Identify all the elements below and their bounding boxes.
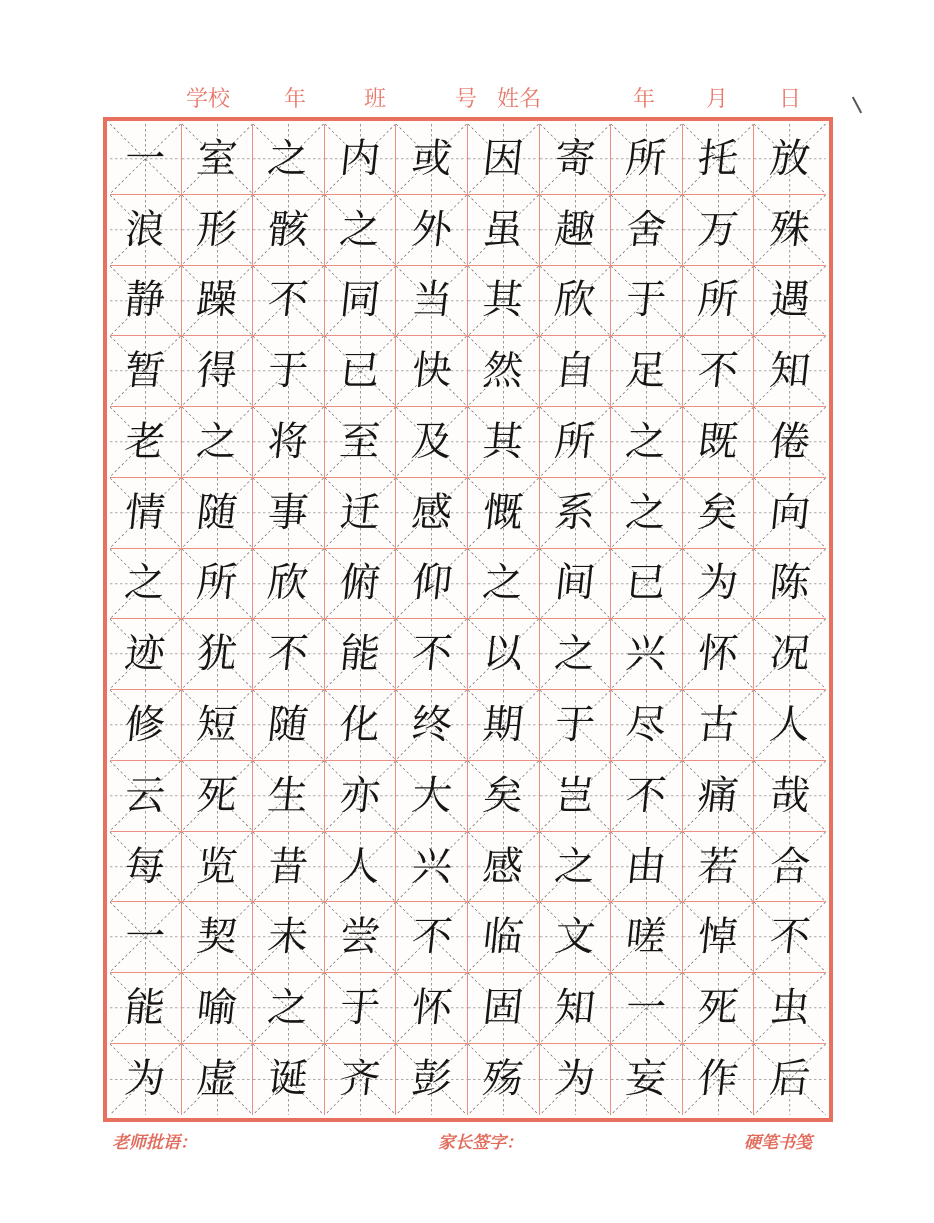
calligraphy-character: 感 [480, 843, 526, 890]
grid-cell [611, 1044, 683, 1115]
grid-cell [611, 973, 683, 1044]
day-label: 日 [779, 87, 802, 112]
grid-cell [110, 619, 182, 690]
grid-cell [540, 478, 612, 549]
calligraphy-character: 及 [409, 418, 455, 465]
grid-cell [325, 761, 397, 832]
calligraphy-character: 一 [122, 135, 168, 182]
calligraphy-character: 尝 [337, 914, 383, 961]
calligraphy-character: 躁 [194, 277, 240, 324]
grid-cell [325, 690, 397, 761]
calligraphy-character: 倦 [767, 418, 813, 465]
grid-cell [540, 266, 612, 337]
calligraphy-character: 人 [767, 702, 813, 748]
grid-cell [468, 195, 540, 266]
grid-cell [540, 336, 612, 407]
calligraphy-character: 万 [695, 206, 741, 253]
grid-cell [611, 407, 683, 478]
grid-cell [754, 1044, 826, 1115]
grid-cell [182, 336, 254, 407]
calligraphy-character: 为 [552, 1056, 598, 1103]
calligraphy-character: 所 [695, 277, 741, 324]
calligraphy-character: 之 [552, 631, 598, 678]
grid-cell [611, 761, 683, 832]
calligraphy-character: 随 [266, 702, 311, 748]
grid-cell [754, 761, 826, 832]
calligraphy-character: 快 [409, 348, 455, 395]
calligraphy-character: 所 [194, 560, 240, 607]
grid-cell [182, 1044, 254, 1115]
calligraphy-character: 死 [695, 985, 741, 1032]
calligraphy-character: 生 [266, 772, 311, 819]
grid-cell [253, 690, 325, 761]
grid-cell [325, 195, 397, 266]
calligraphy-character: 自 [552, 348, 598, 395]
calligraphy-character: 托 [695, 135, 741, 182]
footer-bar [0, 1126, 934, 1156]
calligraphy-character: 仰 [409, 560, 455, 607]
calligraphy-character: 昔 [266, 843, 311, 890]
calligraphy-character: 知 [552, 985, 598, 1032]
grid-cell [540, 195, 612, 266]
grid-cell [683, 973, 755, 1044]
grid-cell [396, 619, 468, 690]
header-bar [0, 78, 934, 114]
grid-cell [468, 549, 540, 620]
calligraphy-character: 哉 [767, 772, 813, 819]
calligraphy-character: 于 [337, 985, 383, 1032]
calligraphy-character: 亦 [337, 772, 383, 819]
calligraphy-character: 情 [122, 489, 168, 536]
grid-cell [611, 124, 683, 195]
calligraphy-character: 之 [122, 560, 168, 607]
grid-cell [110, 832, 182, 903]
grid-cell [110, 973, 182, 1044]
calligraphy-character: 不 [767, 914, 813, 961]
calligraphy-character: 暂 [122, 348, 168, 395]
grid-cell [253, 1044, 325, 1115]
calligraphy-character: 俯 [337, 560, 383, 607]
grid-cell [325, 1044, 397, 1115]
calligraphy-character: 然 [480, 348, 526, 395]
calligraphy-character: 后 [767, 1056, 813, 1103]
calligraphy-character: 已 [624, 560, 669, 607]
grid-cell [182, 973, 254, 1044]
calligraphy-character: 兴 [409, 843, 455, 890]
calligraphy-character: 若 [695, 843, 741, 890]
calligraphy-character: 修 [122, 702, 168, 748]
calligraphy-character: 彭 [409, 1056, 455, 1103]
calligraphy-character: 不 [266, 631, 311, 678]
calligraphy-character: 未 [266, 914, 311, 961]
grid-cell [396, 124, 468, 195]
calligraphy-character: 知 [767, 348, 813, 395]
calligraphy-character: 妄 [624, 1056, 669, 1103]
grid-cell [683, 478, 755, 549]
grid-cell [754, 549, 826, 620]
calligraphy-character: 嗟 [624, 914, 669, 961]
school-label: 学校 [186, 87, 231, 112]
calligraphy-character: 其 [480, 418, 526, 465]
calligraphy-character: 虚 [194, 1056, 240, 1103]
year-label: 年 [633, 87, 656, 112]
calligraphy-character: 不 [266, 277, 311, 324]
grid-cell [325, 902, 397, 973]
calligraphy-character: 古 [695, 702, 741, 748]
calligraphy-character: 至 [337, 418, 383, 465]
grid-cell [110, 902, 182, 973]
calligraphy-character: 犹 [194, 631, 240, 678]
grid-cell [396, 195, 468, 266]
calligraphy-character: 不 [409, 631, 455, 678]
grid-cell [754, 336, 826, 407]
grid-cell [683, 1044, 755, 1115]
calligraphy-character: 趣 [552, 206, 598, 253]
grid-cell [683, 619, 755, 690]
grid-cell [110, 1044, 182, 1115]
calligraphy-character: 之 [552, 843, 598, 890]
grid-cell [611, 832, 683, 903]
calligraphy-character: 览 [194, 843, 240, 890]
calligraphy-character: 短 [194, 702, 240, 748]
calligraphy-character: 之 [624, 489, 669, 536]
grid-cell [754, 407, 826, 478]
grid-cell [468, 973, 540, 1044]
grid-cell [540, 973, 612, 1044]
grid-cell [540, 124, 612, 195]
calligraphy-character: 大 [409, 772, 455, 819]
grid-cell [611, 336, 683, 407]
grid-cell [540, 619, 612, 690]
grid-cell [396, 478, 468, 549]
calligraphy-character: 以 [480, 631, 526, 678]
calligraphy-character: 岂 [552, 772, 598, 819]
grid-cell [540, 902, 612, 973]
calligraphy-character: 迹 [122, 631, 168, 678]
calligraphy-character: 静 [122, 277, 168, 324]
calligraphy-character: 室 [194, 135, 240, 182]
grid-cell [754, 124, 826, 195]
grid-cell [110, 336, 182, 407]
grid-cell [396, 902, 468, 973]
calligraphy-character: 不 [624, 772, 669, 819]
calligraphy-character: 为 [122, 1056, 168, 1103]
name-label: 姓名 [497, 87, 542, 112]
grid-cell [253, 761, 325, 832]
calligraphy-character: 舍 [624, 206, 669, 253]
calligraphy-character: 殇 [480, 1056, 526, 1103]
grid-cell [182, 619, 254, 690]
calligraphy-character: 因 [480, 135, 526, 182]
grid-cell [468, 902, 540, 973]
grid-cell [396, 832, 468, 903]
grid-cell [253, 973, 325, 1044]
number-label: 号 [455, 87, 478, 112]
calligraphy-character: 之 [480, 560, 526, 607]
calligraphy-character: 合 [767, 843, 813, 890]
grid-cell [182, 478, 254, 549]
grid-cell [468, 832, 540, 903]
grid-cell [325, 407, 397, 478]
calligraphy-character: 虽 [480, 206, 526, 253]
grid-cell [182, 124, 254, 195]
calligraphy-character: 虫 [767, 985, 813, 1032]
grid-cell [754, 619, 826, 690]
calligraphy-character: 当 [409, 277, 455, 324]
grid-cell [468, 478, 540, 549]
calligraphy-character: 之 [266, 135, 311, 182]
grid-cell [253, 549, 325, 620]
grid-cell [253, 336, 325, 407]
grid-cell [468, 336, 540, 407]
grid-cell [110, 124, 182, 195]
calligraphy-character: 遇 [767, 277, 813, 324]
calligraphy-character: 间 [552, 560, 598, 607]
calligraphy-character: 所 [624, 135, 669, 182]
grid-cell [683, 761, 755, 832]
calligraphy-character: 感 [409, 489, 455, 536]
grid-cell [683, 690, 755, 761]
calligraphy-character: 系 [552, 489, 598, 536]
grid-cell [396, 549, 468, 620]
calligraphy-character: 云 [122, 772, 168, 819]
grid-cell [110, 407, 182, 478]
calligraphy-character: 得 [194, 348, 240, 395]
calligraphy-character: 尽 [624, 702, 669, 748]
calligraphy-character: 每 [122, 843, 168, 890]
calligraphy-character: 欣 [266, 560, 311, 607]
grid-cell [182, 407, 254, 478]
calligraphy-character: 内 [337, 135, 383, 182]
calligraphy-character: 之 [337, 206, 383, 253]
grid-cell [396, 1044, 468, 1115]
calligraphy-character: 之 [194, 418, 240, 465]
calligraphy-character: 诞 [266, 1056, 311, 1103]
calligraphy-character: 老 [122, 418, 168, 465]
grid-cell [182, 549, 254, 620]
calligraphy-character: 之 [266, 985, 311, 1032]
grid-cell [110, 266, 182, 337]
grid-cell [110, 478, 182, 549]
grid-cell [611, 690, 683, 761]
grid-cell [325, 266, 397, 337]
grid-cell [325, 832, 397, 903]
grid-cell [396, 336, 468, 407]
grid-cell [253, 619, 325, 690]
grade-label: 年 [284, 87, 307, 112]
calligraphy-character: 作 [695, 1056, 741, 1103]
calligraphy-character: 怀 [409, 985, 455, 1032]
calligraphy-character: 由 [624, 843, 669, 890]
grid-cell [683, 195, 755, 266]
grid-cell [683, 336, 755, 407]
calligraphy-character: 于 [266, 348, 311, 395]
calligraphy-character: 契 [194, 914, 240, 961]
grid-cell [110, 195, 182, 266]
calligraphy-character: 矣 [480, 772, 526, 819]
grid-cell [468, 266, 540, 337]
grid-cell [325, 973, 397, 1044]
grid-cell [540, 1044, 612, 1115]
calligraphy-character: 之 [624, 418, 669, 465]
grid-cell [754, 690, 826, 761]
calligraphy-character: 既 [695, 418, 741, 465]
grid-cell [754, 902, 826, 973]
grid-cell [611, 478, 683, 549]
grid-cell [253, 124, 325, 195]
grid-cell [754, 195, 826, 266]
calligraphy-character: 形 [194, 206, 240, 253]
calligraphy-character: 期 [480, 702, 526, 748]
parent-signature-label: 家长签字： [438, 1133, 523, 1153]
grid-cell [540, 407, 612, 478]
grid-cell [182, 195, 254, 266]
calligraphy-character: 兴 [624, 631, 669, 678]
calligraphy-character: 所 [552, 418, 598, 465]
grid-cell [611, 195, 683, 266]
calligraphy-character: 同 [337, 277, 383, 324]
grid-cell [611, 549, 683, 620]
calligraphy-character: 终 [409, 702, 455, 748]
grid-cell [754, 478, 826, 549]
calligraphy-character: 齐 [337, 1056, 383, 1103]
grid-cell [468, 761, 540, 832]
grid-cell [611, 619, 683, 690]
calligraphy-character: 寄 [552, 135, 598, 182]
grid-cell [468, 619, 540, 690]
calligraphy-character: 向 [767, 489, 813, 536]
calligraphy-character: 或 [409, 135, 455, 182]
calligraphy-character: 于 [624, 277, 669, 324]
calligraphy-character: 死 [194, 772, 240, 819]
grid-cell [182, 902, 254, 973]
grid-cell [325, 124, 397, 195]
calligraphy-character: 固 [480, 985, 526, 1032]
calligraphy-character: 其 [480, 277, 526, 324]
calligraphy-character: 矣 [695, 489, 741, 536]
calligraphy-character: 痛 [695, 772, 741, 819]
calligraphy-character: 一 [624, 985, 669, 1032]
calligraphy-character: 能 [337, 631, 383, 678]
grid-cell [468, 690, 540, 761]
grid-cell [540, 549, 612, 620]
calligraphy-character: 能 [122, 985, 168, 1032]
grid-cell [396, 761, 468, 832]
grid-cell [540, 690, 612, 761]
calligraphy-character: 随 [194, 489, 240, 536]
teacher-comment-label: 老师批语： [112, 1133, 197, 1153]
calligraphy-character: 不 [409, 914, 455, 961]
grid-cell [396, 407, 468, 478]
calligraphy-character: 人 [337, 843, 383, 890]
grid-cell [683, 407, 755, 478]
grid-cell [683, 902, 755, 973]
grid-cell [182, 266, 254, 337]
grid-cell [253, 195, 325, 266]
grid-cell [540, 761, 612, 832]
grid-cell [253, 266, 325, 337]
month-label: 月 [706, 87, 729, 112]
calligraphy-character: 一 [122, 914, 168, 961]
grid-cell [325, 619, 397, 690]
grid-cell [110, 690, 182, 761]
grid-cell [683, 266, 755, 337]
calligraphy-character: 怀 [695, 631, 741, 678]
grid-cell [110, 761, 182, 832]
grid-cell [253, 902, 325, 973]
grid-cell [754, 973, 826, 1044]
calligraphy-character: 化 [337, 702, 383, 748]
mi-zi-grid [110, 124, 826, 1115]
calligraphy-character: 况 [767, 631, 813, 678]
calligraphy-character: 为 [695, 560, 741, 607]
grid-cell [325, 336, 397, 407]
calligraphy-character: 事 [266, 489, 311, 536]
calligraphy-character: 欣 [552, 277, 598, 324]
grid-cell [611, 902, 683, 973]
calligraphy-character: 悼 [695, 914, 741, 961]
calligraphy-character: 迁 [337, 489, 383, 536]
calligraphy-character: 陈 [767, 560, 813, 607]
grid-cell [325, 478, 397, 549]
calligraphy-character: 足 [624, 348, 669, 395]
grid-cell [182, 690, 254, 761]
brand-label: 硬笔书笺 [744, 1133, 812, 1153]
grid-cell [754, 832, 826, 903]
calligraphy-character: 外 [409, 206, 455, 253]
grid-cell [468, 1044, 540, 1115]
calligraphy-character: 慨 [480, 489, 526, 536]
calligraphy-character: 喻 [194, 985, 240, 1032]
grid-cell [611, 266, 683, 337]
calligraphy-character: 浪 [122, 206, 168, 253]
grid-cell [396, 973, 468, 1044]
calligraphy-character: 殊 [767, 206, 813, 253]
grid-cell [468, 407, 540, 478]
grid-cell [182, 761, 254, 832]
grid-cell [468, 124, 540, 195]
calligraphy-character: 将 [266, 418, 311, 465]
grid-cell [754, 266, 826, 337]
grid-cell [110, 549, 182, 620]
grid-cell [396, 690, 468, 761]
calligraphy-character: 骸 [266, 206, 311, 253]
calligraphy-character: 于 [552, 702, 598, 748]
class-label: 班 [364, 87, 387, 112]
calligraphy-character: 临 [480, 914, 526, 961]
calligraphy-character: 文 [552, 914, 598, 961]
grid-cell [325, 549, 397, 620]
grid-cell [396, 266, 468, 337]
calligraphy-character: 放 [767, 135, 813, 182]
calligraphy-character: 已 [337, 348, 383, 395]
grid-cell [683, 124, 755, 195]
practice-sheet [103, 117, 833, 1122]
grid-cell [540, 832, 612, 903]
grid-cell [253, 832, 325, 903]
grid-cell [253, 407, 325, 478]
grid-cell [683, 549, 755, 620]
calligraphy-character: 不 [695, 348, 741, 395]
grid-cell [182, 832, 254, 903]
grid-cell [253, 478, 325, 549]
grid-cell [683, 832, 755, 903]
